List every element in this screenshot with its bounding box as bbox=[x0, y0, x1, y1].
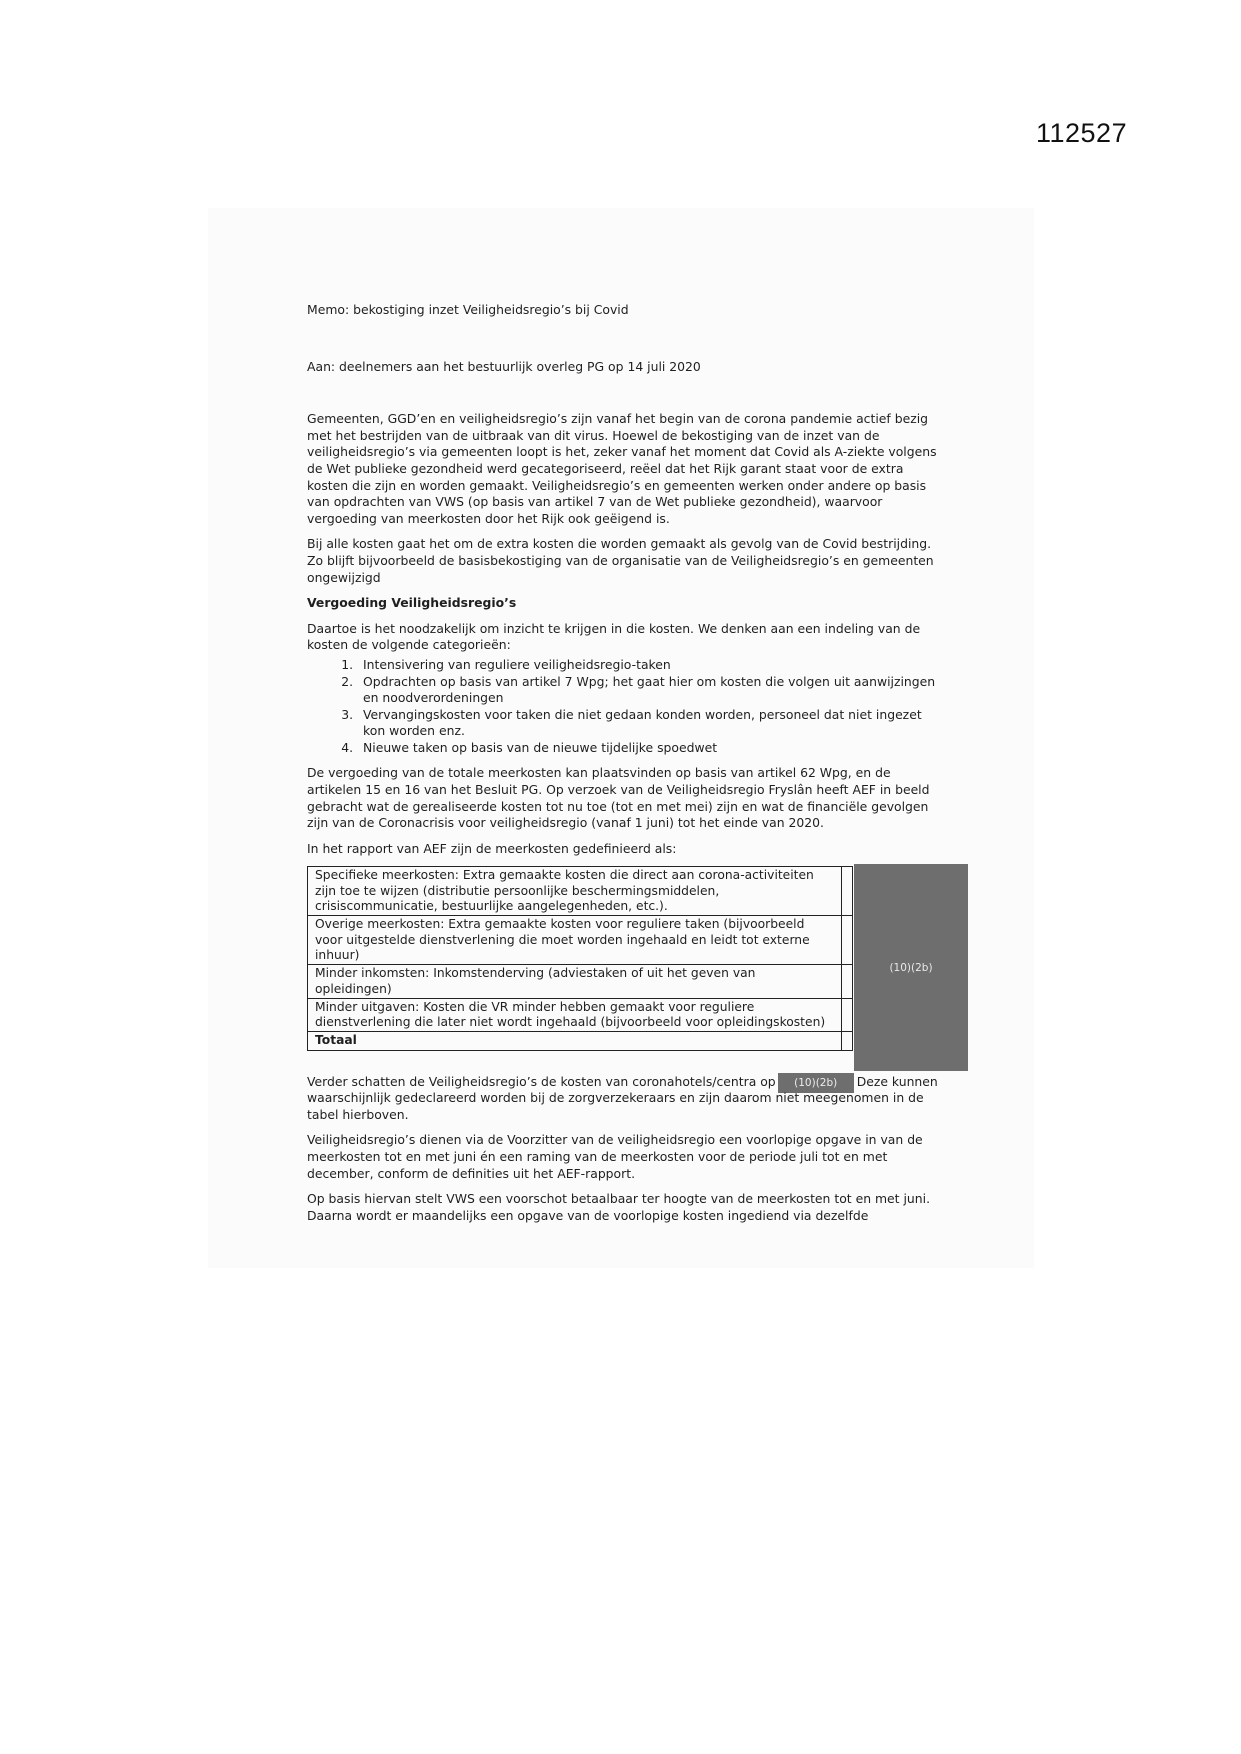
table-cell-value bbox=[842, 998, 853, 1032]
table-cell-total: Totaal bbox=[308, 1032, 842, 1050]
reimbursement-paragraph: De vergoeding van de totale meerkosten kan plaatsvinden op basis van artikel 62 Wpg, en de artikelen 15 en 16 van het Besluit PG. Op verzoek van de Veiligheidsregio Fryslân heeft AEF in beeld gebracht wat de gerealiseerde kosten tot nu toe (tot en met mei) zijn en wat de financiële gevolgen zijn van de Coronacrisis voor veiligheidsregio (vanaf 1 juni) tot het einde van 2020. bbox=[307, 765, 930, 831]
table-row bbox=[308, 916, 853, 965]
category-item: 4. Nieuwe taken op basis van de nieuwe tijdelijke spoedwet bbox=[357, 740, 941, 757]
memo-body bbox=[307, 302, 941, 1233]
table-row bbox=[308, 965, 853, 999]
intro-paragraph: Gemeenten, GGD’en en veiligheidsregio’s zijn vanaf het begin van de corona pandemie actief bezig met het bestrijden van de uitbraak van dit virus. Hoewel de bekostiging van de inzet van de veiligheidsregio’s via gemeenten loopt is het, zeker vanaf het moment dat Covid als A-ziekte volgens de Wet publieke gezondheid werd gecategoriseerd, reëel dat het Rijk garant staat voor de extra kosten die zijn en worden gemaakt. Veiligheidsregio’s en gemeenten werken onder andere op basis van opdrachten van VWS (op basis van artikel 7 van de Wet publieke gezondheid), waarvoor vergoeding van meerkosten door het Rijk ook geëigend is. bbox=[307, 411, 937, 526]
hotels-text-before: Verder schatten de Veiligheidsregio’s de kosten van coronahotels/centra op bbox=[307, 1073, 776, 1089]
cost-table-wrapper bbox=[307, 866, 970, 1050]
table-cell-value bbox=[842, 916, 853, 965]
aef-intro: In het rapport van AEF zijn de meerkosten gedefinieerd als: bbox=[307, 840, 677, 856]
table-cell-definition: Minder inkomsten: Inkomstenderving (adviestaken of uit het geven van opleidingen) bbox=[308, 965, 842, 999]
table-row bbox=[308, 998, 853, 1032]
advance-paragraph: Op basis hiervan stelt VWS een voorschot betaalbaar ter hoogte van de meerkosten tot en met juni. Daarna wordt er maandelijks een opgave van de voorlopige kosten ingediend via dezelfde bbox=[307, 1191, 931, 1223]
hotels-paragraph bbox=[307, 1073, 941, 1124]
table-cell-definition: Minder uitgaven: Kosten die VR minder hebben gemaakt voor reguliere dienstverlening die later niet wordt ingehaald (bijvoorbeeld voor opleidingskosten) bbox=[308, 998, 842, 1032]
chairs-paragraph: Veiligheidsregio’s dienen via de Voorzitter van de veiligheidsregio een voorlopige opgave in van de meerkosten tot en met juni én een raming van de meerkosten voor de periode juli tot en met december, conform de definities uit het AEF-rapport. bbox=[307, 1132, 923, 1181]
table-cell-definition: Overige meerkosten: Extra gemaakte kosten voor reguliere taken (bijvoorbeeld voor uitgestelde dienstverlening die moet worden ingehaald en leidt tot externe inhuur) bbox=[308, 916, 842, 965]
hotels-text-after: Deze kunnen waarschijnlijk gedeclareerd worden bij de zorgverzekeraars en zijn daarom niet meegenomen in de tabel hierboven. bbox=[307, 1073, 938, 1122]
redaction-label: (10)(2b) bbox=[889, 961, 933, 974]
insight-paragraph: Daartoe is het noodzakelijk om inzicht te krijgen in die kosten. We denken aan een indeling van de kosten de volgende categorieën: bbox=[307, 620, 921, 653]
section-heading: Vergoeding Veiligheidsregio’s bbox=[307, 595, 517, 611]
table-cell-value bbox=[842, 965, 853, 999]
document-number: 112527 bbox=[1036, 118, 1128, 148]
cost-definitions-table bbox=[307, 866, 853, 1050]
category-list bbox=[307, 657, 941, 757]
category-item: 1. Intensivering van reguliere veiligheidsregio-taken bbox=[357, 657, 941, 674]
category-item: 2. Opdrachten op basis van artikel 7 Wpg; het gaat hier om kosten die volgen uit aanwijzingen en noodverordeningen bbox=[357, 674, 941, 707]
inline-redaction: (10)(2b) bbox=[778, 1073, 854, 1093]
extra-costs-paragraph: Bij alle kosten gaat het om de extra kosten die worden gemaakt als gevolg van de Covid bestrijding. Zo blijft bijvoorbeeld de basisbekostiging van de organisatie van de Veiligheidsregio’s en gemeenten ongewijzigd bbox=[307, 536, 934, 585]
memo-title: Memo: bekostiging inzet Veiligheidsregio’s bij Covid bbox=[307, 302, 629, 317]
redaction-block bbox=[854, 864, 968, 1071]
table-cell-value bbox=[842, 867, 853, 916]
category-item: 3. Vervangingskosten voor taken die niet gedaan konden worden, personeel dat niet ingezet kon worden enz. bbox=[357, 707, 941, 740]
table-cell-definition: Specifieke meerkosten: Extra gemaakte kosten die direct aan corona-activiteiten zijn toe te wijzen (distributie persoonlijke beschermingsmiddelen, crisiscommunicatie, bestuurlijke aangelegenheden, etc.). bbox=[308, 867, 842, 916]
memo-recipients: Aan: deelnemers aan het bestuurlijk overleg PG op 14 juli 2020 bbox=[307, 358, 701, 374]
table-row bbox=[308, 867, 853, 916]
table-cell-value bbox=[842, 1032, 853, 1050]
table-row-total bbox=[308, 1032, 853, 1050]
